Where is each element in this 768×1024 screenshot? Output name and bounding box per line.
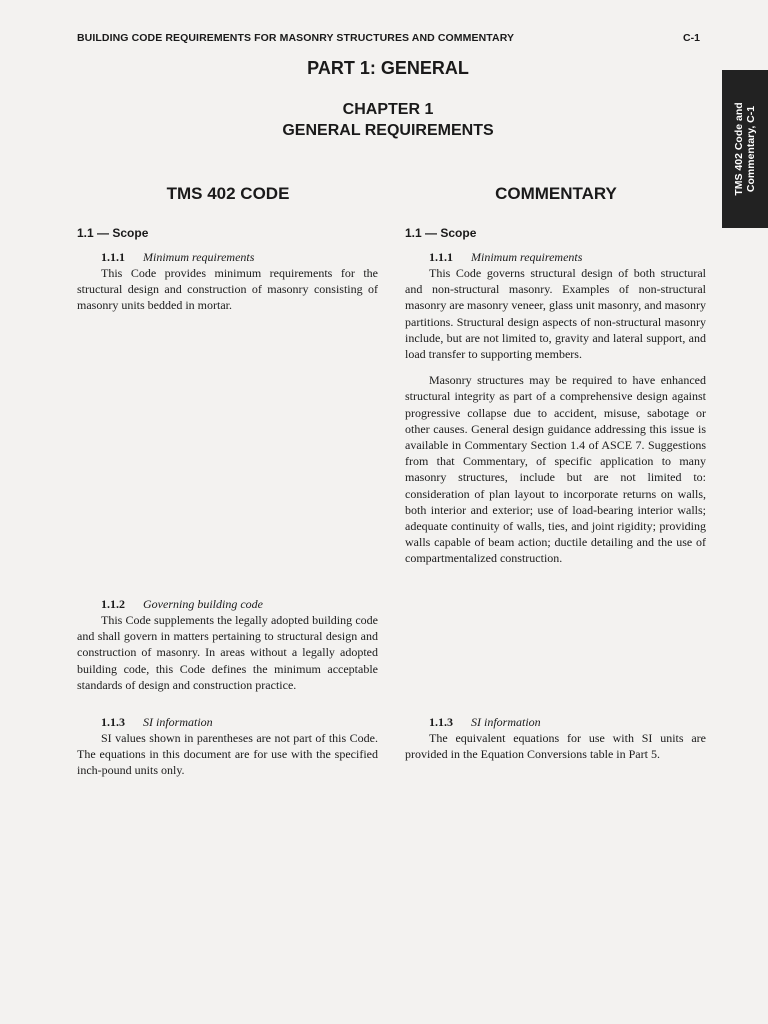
side-tab-line-2: Commentary, C-1 [745,105,757,193]
chapter-title: GENERAL REQUIREMENTS [282,122,494,139]
subsection-number: 1.1.1 [429,250,453,264]
code-paragraph: This Code provides minimum requirements for the structural design and construction of masonry consisting of masonry units bedded in mortar. [77,266,378,313]
subsection-title: Minimum requirements [143,250,255,264]
code-paragraph: SI values shown in parentheses are not part of this Code. The equations in this document are for use with the specified inch-pound units only. [77,731,378,778]
subsection-title: SI information [471,715,541,729]
running-header-title: BUILDING CODE REQUIREMENTS FOR MASONRY STRUCTURES AND COMMENTARY [77,32,515,44]
part-title: PART 1: GENERAL [307,58,469,78]
commentary-paragraph: Masonry structures may be required to have enhanced structural integrity as part of a comprehensive design against progressive collapse due to accident, misuse, sabotage or other causes. General design guidance addressing this issue is available in Commentary Section 1.4 of ASCE 7. Suggestions from that Commentary, of specific application to many masonry structures, include but are not limited to: consideration of plan layout to incorporate returns on walls, both interior and exterior; use of load-bearing interior walls; adequate continuity of walls, ties, and joint rigidity; providing walls capable of beam action; ductile detailing and the use of compartmentalized construction. [405,373,706,566]
subsection-number: 1.1.1 [101,250,125,264]
commentary-subsection-1-1-3 [405,714,706,762]
subsection-number: 1.1.3 [429,715,453,729]
subsection-heading [405,249,706,265]
code-paragraph: This Code supplements the legally adopted building code and shall govern in matters pertaining to structural design and construction of masonry. In areas without a legally adopted building code, this Code defines the minimum acceptable standards of design and construction practice. [77,613,378,692]
subsection-number: 1.1.3 [101,715,125,729]
code-subsection-1-1-2 [77,596,378,693]
subsection-title: Minimum requirements [471,250,583,264]
commentary-column-heading: COMMENTARY [495,184,617,203]
commentary-paragraph: This Code governs structural design of both structural and non-structural masonry. Examples of non-structural masonry are masonry veneer, glass unit masonry, and masonry partitions. Structural design aspects of non-structural masonry include, but are not limited to, gravity and lateral support, and load transfer to supporting members. [405,266,706,362]
commentary-section-heading: 1.1 — Scope [405,226,477,240]
chapter-number: CHAPTER 1 [342,101,434,118]
code-subsection-1-1-1 [77,249,378,314]
code-section-heading: 1.1 — Scope [77,226,149,240]
subsection-title: SI information [143,715,213,729]
subsection-heading [77,596,378,612]
subsection-heading [77,714,378,730]
side-thumb-tab [722,70,768,228]
commentary-subsection-1-1-1 [405,249,706,567]
commentary-paragraph: The equivalent equations for use with SI units are provided in the Equation Conversions table in Part 5. [405,731,706,762]
code-column-heading: TMS 402 CODE [166,184,290,203]
subsection-heading [77,249,378,265]
side-tab-line-1: TMS 402 Code and [733,102,745,196]
code-subsection-1-1-3 [77,714,378,779]
subsection-number: 1.1.2 [101,597,125,611]
subsection-title: Governing building code [143,597,263,611]
page-number: C-1 [683,32,700,44]
subsection-heading [405,714,706,730]
